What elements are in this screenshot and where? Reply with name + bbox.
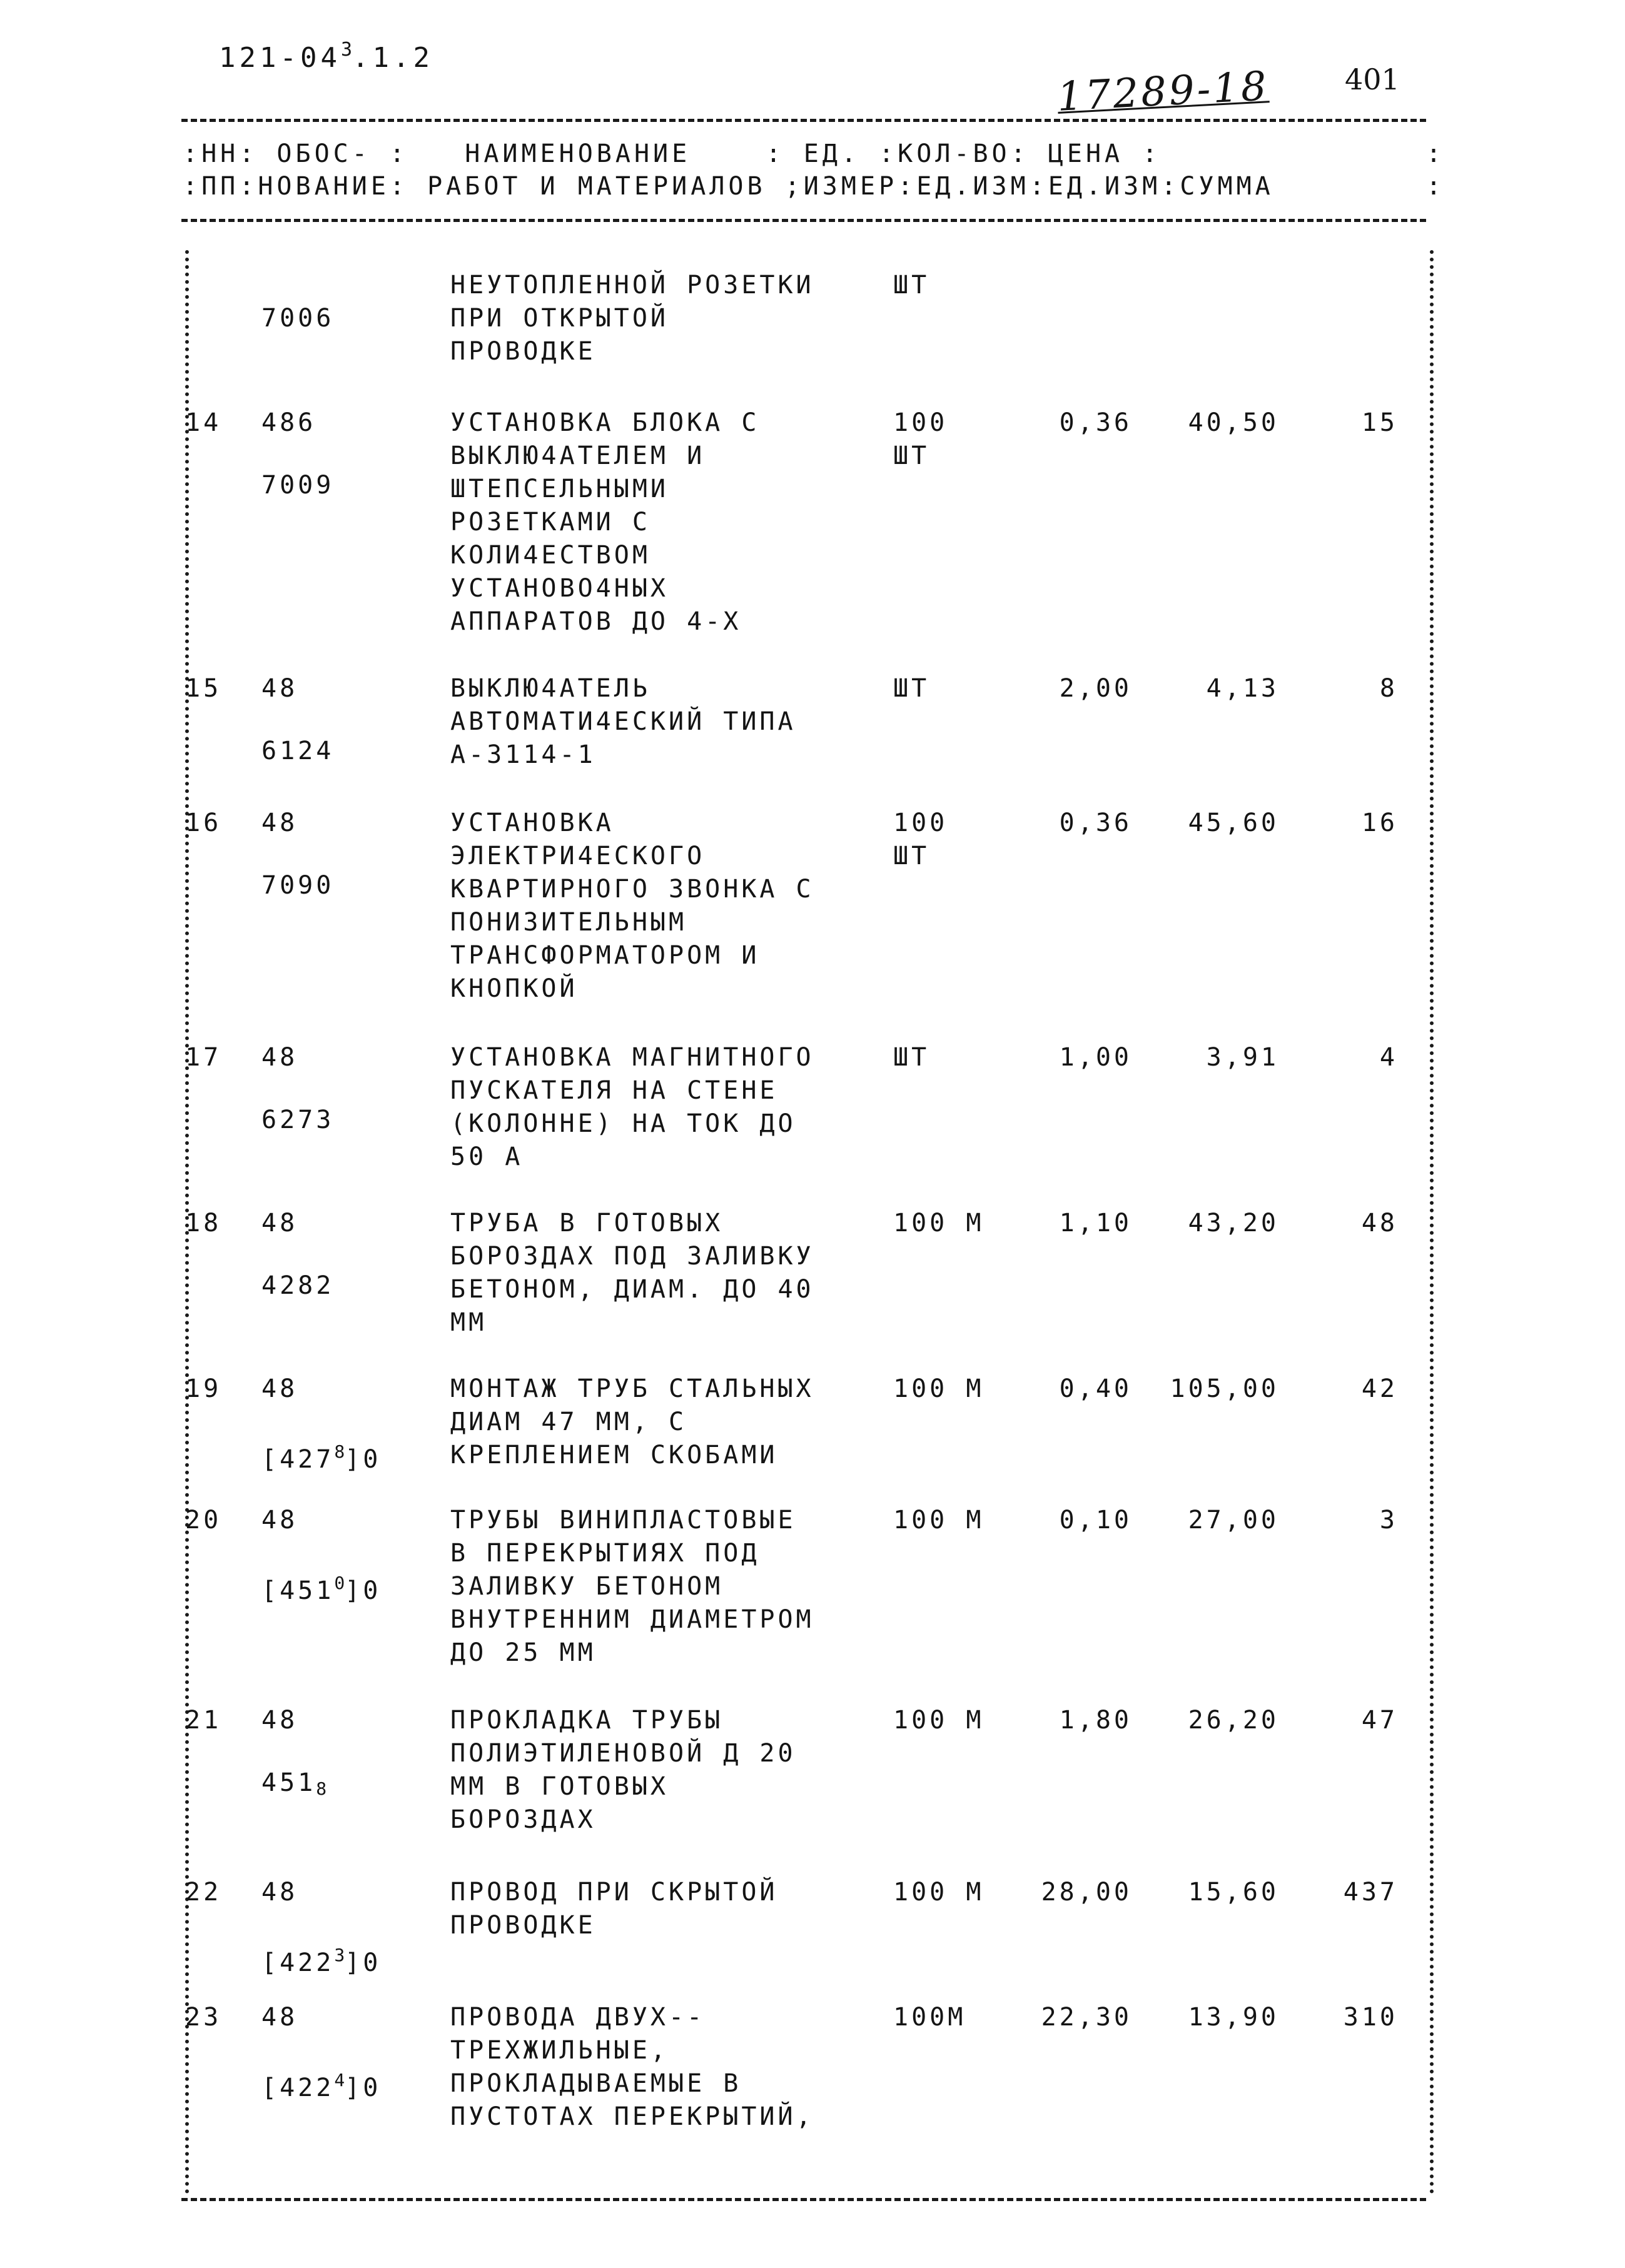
unit-line: 100 М (893, 1209, 985, 1237)
justification-reference-base: 7006 (261, 304, 335, 333)
justification-reference-tail: ]0 (345, 2074, 382, 2102)
work-name-line: НЕУТОПЛЕННОЙ РОЗЕТКИ (450, 271, 814, 300)
justification-reference-base: 6124 (261, 737, 335, 765)
justification-code: 48 (261, 809, 298, 837)
unit-line: 100 М (893, 1706, 985, 1735)
work-name-line: (КОЛОННЕ) НА ТОК ДО (450, 1109, 796, 1138)
quantity: 2,00 (1059, 674, 1132, 703)
work-name-line: ТРАНСФОРМАТОРОМ И (450, 941, 760, 970)
work-name-line: ВЫКЛЮ4АТЕЛЬ (450, 674, 651, 703)
quantity: 22,30 (1041, 2003, 1132, 2032)
work-name-line: УСТАНОВКА МАГНИТНОГО (450, 1043, 814, 1072)
justification-reference-base: 7009 (261, 471, 335, 500)
work-name-line: ПРОВОДКЕ (450, 337, 596, 366)
work-name-line: ТРУБЫ ВИНИПЛАСТОВЫЕ (450, 1506, 796, 1535)
work-name-line: КРЕПЛЕНИЕМ СКОБАМИ (450, 1441, 778, 1469)
work-name-line: УСТАНОВКА (450, 809, 614, 837)
justification-reference (261, 2064, 381, 2105)
unit-line: ШТ (893, 842, 930, 870)
sum: 15 (1361, 408, 1398, 437)
unit-line: ШТ (893, 441, 930, 470)
sum: 8 (1379, 674, 1398, 703)
justification-reference-base: 6273 (261, 1106, 335, 1134)
work-name-line: ДО 25 ММ (450, 1638, 596, 1667)
work-name-line: ПРОВОДКЕ (450, 1911, 596, 1940)
justification-reference (261, 1435, 381, 1476)
header-line-2-end: : (1426, 172, 1445, 201)
unit-price: 105,00 (1170, 1374, 1279, 1403)
work-name-line: КНОПКОЙ (450, 974, 578, 1003)
work-name-line: КВАРТИРНОГО ЗВОНКА С (450, 875, 814, 904)
work-name-line: АППАРАТОВ ДО 4-Х (450, 607, 742, 636)
work-name-line: В ПЕРЕКРЫТИЯХ ПОД (450, 1539, 760, 1568)
justification-code: 48 (261, 1209, 298, 1237)
justification-code: 48 (261, 2003, 298, 2032)
justification-reference-base: [422 (261, 1948, 335, 1977)
work-name-line: УСТАНОВО4НЫХ (450, 574, 669, 603)
unit-line: 100 (893, 408, 948, 437)
work-name-line: ВЫКЛЮ4АТЕЛЕМ И (450, 441, 706, 470)
row-number: 17 (185, 1043, 222, 1072)
work-name-line: ПРОКЛАДЫВАЕМЫЕ В (450, 2069, 742, 2098)
justification-code: 48 (261, 1506, 298, 1535)
work-name-line: ТРЕХЖИЛЬНЫЕ, (450, 2036, 669, 2065)
row-number: 23 (185, 2003, 222, 2032)
justification-reference (261, 869, 334, 902)
work-name-line: БОРОЗДАХ (450, 1805, 596, 1834)
unit-line: ШТ (893, 1043, 930, 1072)
justification-code: 48 (261, 1374, 298, 1403)
justification-reference (261, 1566, 381, 1608)
work-name-line: ММ В ГОТОВЫХ (450, 1772, 669, 1801)
justification-reference-tail: ]0 (345, 1576, 382, 1605)
sum: 16 (1361, 809, 1398, 837)
row-number: 14 (185, 408, 222, 437)
work-name-line: ВНУТРЕННИМ ДИАМЕТРОМ (450, 1605, 814, 1634)
justification-code: 48 (261, 1878, 298, 1907)
unit-line: 100 М (893, 1506, 985, 1535)
justification-reference (261, 735, 334, 768)
quantity: 0,36 (1059, 408, 1132, 437)
justification-reference-tail: ]0 (345, 1948, 382, 1977)
header-line-2: :ПП:НОВАНИЕ: РАБОТ И МАТЕРИАЛОВ ;ИЗМЕР:ЕД.ИЗМ:ЕД.ИЗМ:СУММА (183, 172, 1274, 201)
work-name-line: ПРИ ОТКРЫТОЙ (450, 304, 669, 333)
sum: 437 (1343, 1878, 1398, 1907)
row-number: 19 (185, 1374, 222, 1403)
sum: 310 (1343, 2003, 1398, 2032)
work-name-line: ПРОВОДА ДВУХ-- (450, 2003, 706, 2032)
work-name-line: ПОНИЗИТЕЛЬНЫМ (450, 908, 687, 937)
quantity: 0,10 (1059, 1506, 1132, 1535)
unit-line: 100 (893, 809, 948, 837)
work-name-line: БОРОЗДАХ ПОД ЗАЛИВКУ (450, 1242, 814, 1271)
row-number: 21 (185, 1706, 222, 1735)
row-number: 18 (185, 1209, 222, 1237)
unit-price: 43,20 (1188, 1209, 1279, 1237)
justification-code: 48 (261, 1706, 298, 1735)
work-name-line: ПРОВОД ПРИ СКРЫТОЙ (450, 1878, 778, 1907)
header-rule (181, 219, 1426, 222)
unit-price: 27,00 (1188, 1506, 1279, 1535)
justification-reference (261, 1938, 381, 1980)
work-name-line: ТРУБА В ГОТОВЫХ (450, 1209, 724, 1237)
justification-superscript: 3 (334, 1945, 345, 1965)
work-name-line: ПОЛИЭТИЛЕНОВОЙ Д 20 (450, 1739, 796, 1768)
justification-code: 486 (261, 408, 316, 437)
header-line-1: :НН: ОБОС- : НАИМЕНОВАНИЕ : ЕД. :КОЛ-ВО: ЦЕНА : (183, 139, 1162, 168)
quantity: 1,80 (1059, 1706, 1132, 1735)
work-name-line: ПРОКЛАДКА ТРУБЫ (450, 1706, 724, 1735)
work-name-line: ММ (450, 1308, 487, 1337)
row-number: 22 (185, 1878, 222, 1907)
quantity: 1,00 (1059, 1043, 1132, 1072)
justification-code: 48 (261, 1043, 298, 1072)
justification-reference-tail: ]0 (345, 1445, 382, 1474)
sum: 47 (1361, 1706, 1398, 1735)
work-name-line: ШТЕПСЕЛЬНЫМИ (450, 475, 669, 503)
justification-reference-base: 451 (261, 1768, 316, 1797)
work-name-line: АВТОМАТИ4ЕСКИЙ ТИПА (450, 707, 796, 736)
justification-subscript: 8 (316, 1778, 327, 1799)
sum: 4 (1379, 1043, 1398, 1072)
document-code: $121-04^3.1.2$ (219, 39, 433, 74)
unit-line: 100 М (893, 1878, 985, 1907)
work-name-line: МОНТАЖ ТРУБ СТАЛЬНЫХ (450, 1374, 814, 1403)
work-name-line: ПУСТОТАХ ПЕРЕКРЫТИЙ, (450, 2102, 814, 2131)
work-name-line: УСТАНОВКА БЛОКА С (450, 408, 760, 437)
unit-price: 26,20 (1188, 1706, 1279, 1735)
justification-reference (261, 1269, 334, 1303)
justification-reference (261, 1767, 327, 1805)
justification-reference-base: 4282 (261, 1271, 335, 1300)
unit-price: 13,90 (1188, 2003, 1279, 2032)
header-line-1-end: : (1426, 139, 1445, 168)
work-name-line: КОЛИ4ЕСТВОМ (450, 541, 651, 570)
sum: 42 (1361, 1374, 1398, 1403)
justification-reference (261, 1104, 334, 1137)
quantity: 0,36 (1059, 809, 1132, 837)
work-name-line: ЗАЛИВКУ БЕТОНОМ (450, 1572, 724, 1601)
row-number: 16 (185, 809, 222, 837)
justification-reference-base: [422 (261, 2074, 335, 2102)
justification-code: 48 (261, 674, 298, 703)
work-name-line: БЕТОНОМ, ДИАМ. ДО 40 (450, 1275, 814, 1304)
quantity: 28,00 (1041, 1878, 1132, 1907)
unit-price: 40,50 (1188, 408, 1279, 437)
work-name-line: ПУСКАТЕЛЯ НА СТЕНЕ (450, 1076, 778, 1105)
right-border (1430, 250, 1434, 2195)
sum: 3 (1379, 1506, 1398, 1535)
unit-price: 3,91 (1206, 1043, 1279, 1072)
unit-line: ШТ (893, 271, 930, 300)
unit-price: 45,60 (1188, 809, 1279, 837)
work-name-line: ЭЛЕКТРИ4ЕСКОГО (450, 842, 706, 870)
unit-line: ШТ (893, 674, 930, 703)
unit-line: 100 М (893, 1374, 985, 1403)
justification-reference-base: [427 (261, 1445, 335, 1474)
quantity: 0,40 (1059, 1374, 1132, 1403)
bottom-rule (181, 2198, 1426, 2201)
justification-reference-base: 7090 (261, 871, 335, 900)
justification-superscript: 4 (334, 2070, 345, 2090)
top-rule (181, 119, 1426, 122)
quantity: 1,10 (1059, 1209, 1132, 1237)
unit-price: 15,60 (1188, 1878, 1279, 1907)
page-number: 401 (1345, 63, 1400, 96)
work-name-line: 50 А (450, 1142, 524, 1171)
sum: 48 (1361, 1209, 1398, 1237)
row-number: 15 (185, 674, 222, 703)
justification-reference (261, 469, 334, 502)
justification-reference-base: [451 (261, 1576, 335, 1605)
work-name-line: ДИАМ 47 ММ, С (450, 1408, 687, 1436)
justification-superscript: 8 (334, 1441, 345, 1462)
row-number: 20 (185, 1506, 222, 1535)
work-name-line: РОЗЕТКАМИ С (450, 508, 651, 537)
work-name-line: А-3114-1 (450, 740, 596, 769)
justification-superscript: 0 (334, 1573, 345, 1593)
handwritten-number: 17289-18 (1056, 63, 1270, 121)
justification-reference (261, 302, 334, 335)
unit-line: 100М (893, 2003, 966, 2032)
unit-price: 4,13 (1206, 674, 1279, 703)
